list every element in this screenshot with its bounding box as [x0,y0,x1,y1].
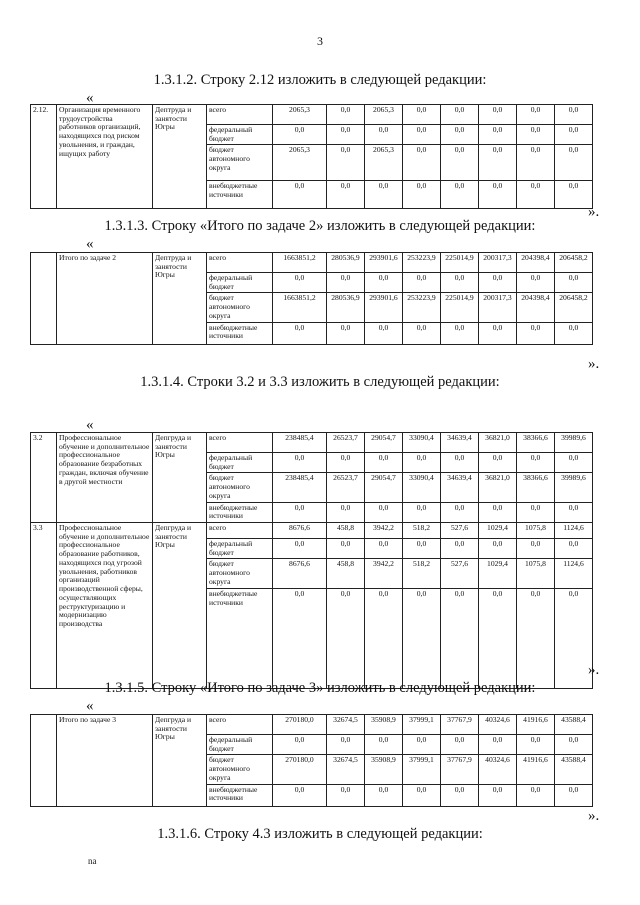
table-row [31,523,593,539]
section-heading-3-2-3-3: 1.3.1.4. Строки 3.2 и 3.3 изложить в следующей редакции: [140,374,500,390]
open-quote: « [86,236,94,252]
amount-cell: 238485,4 [273,473,327,502]
amount-cell: 0,0 [555,453,593,473]
section-heading-4-3: 1.3.1.6. Строку 4.3 изложить в следующей редакции: [157,826,483,842]
funding-source: внебюджетные источники [207,784,273,806]
amount-cell: 0,0 [403,322,441,344]
amount-cell: 0,0 [327,181,365,209]
amount-cell: 0,0 [555,589,593,689]
amount-cell: 0,0 [273,502,327,522]
amount-cell: 34639,4 [441,433,479,453]
amount-cell: 0,0 [517,145,555,181]
amount-cell: 253223,9 [403,293,441,322]
amount-cell: 458,8 [327,523,365,539]
amount-cell: 32674,5 [327,715,365,735]
amount-cell: 0,0 [365,735,403,755]
amount-cell: 0,0 [365,273,403,293]
amount-cell: 0,0 [517,589,555,689]
activity-name: Итого по задаче 3 [57,715,153,807]
funding-source: всего [207,433,273,453]
activity-name: Профессиональное обучение и дополнительное профессиональное образование безработных граждан, включая обучение в другой местности [57,433,153,523]
amount-cell: 33090,4 [403,433,441,453]
amount-cell: 38366,6 [517,433,555,453]
amount-cell: 0,0 [479,125,517,145]
amount-cell: 29054,7 [365,433,403,453]
amount-cell: 0,0 [327,735,365,755]
amount-cell: 0,0 [441,539,479,559]
amount-cell: 0,0 [365,502,403,522]
page-number: 3 [317,34,323,48]
row-number [31,715,57,807]
funding-source: бюджет автономного округа [207,293,273,322]
amount-cell: 2065,3 [273,105,327,125]
amount-cell: 0,0 [479,453,517,473]
amount-cell: 0,0 [517,125,555,145]
activity-name: Итого по задаче 2 [57,253,153,345]
amount-cell: 206458,2 [555,293,593,322]
amount-cell: 200317,3 [479,253,517,273]
amount-cell: 0,0 [517,539,555,559]
amount-cell: 0,0 [555,502,593,522]
amount-cell: 0,0 [365,181,403,209]
table-total-task-2 [30,252,593,345]
amount-cell: 0,0 [403,539,441,559]
executor: Дептруда и занятости Югры [153,253,207,345]
funding-source: всего [207,105,273,125]
amount-cell: 0,0 [517,784,555,806]
amount-cell: 37767,9 [441,715,479,735]
amount-cell: 37999,1 [403,755,441,784]
amount-cell: 0,0 [327,273,365,293]
amount-cell: 0,0 [517,273,555,293]
amount-cell: 0,0 [403,145,441,181]
section-heading-total-task-2: 1.3.1.3. Строку «Итого по задаче 2» изложить в следующей редакции: [104,218,536,234]
amount-cell: 0,0 [441,784,479,806]
amount-cell: 0,0 [441,589,479,689]
amount-cell: 0,0 [273,453,327,473]
funding-source: всего [207,715,273,735]
amount-cell: 1124,6 [555,523,593,539]
amount-cell: 0,0 [517,502,555,522]
amount-cell: 40324,6 [479,755,517,784]
amount-cell: 0,0 [327,589,365,689]
amount-cell: 39989,6 [555,433,593,453]
close-quote: ». [588,204,600,220]
amount-cell: 0,0 [273,589,327,689]
amount-cell: 0,0 [555,784,593,806]
funding-source: бюджет автономного округа [207,559,273,589]
amount-cell: 0,0 [365,784,403,806]
amount-cell: 0,0 [555,181,593,209]
amount-cell: 0,0 [479,105,517,125]
amount-cell: 1663851,2 [273,253,327,273]
amount-cell: 0,0 [403,105,441,125]
amount-cell: 0,0 [479,735,517,755]
funding-source: внебюджетные источники [207,502,273,522]
amount-cell: 204398,4 [517,253,555,273]
amount-cell: 0,0 [441,105,479,125]
row-number [31,253,57,345]
amount-cell: 26523,7 [327,473,365,502]
amount-cell: 0,0 [441,322,479,344]
amount-cell: 0,0 [441,453,479,473]
amount-cell: 0,0 [403,453,441,473]
amount-cell: 0,0 [441,735,479,755]
amount-cell: 0,0 [273,735,327,755]
amount-cell: 0,0 [555,735,593,755]
amount-cell: 0,0 [517,105,555,125]
amount-cell: 41916,6 [517,755,555,784]
table-row-2-12 [30,104,593,209]
section-heading-total-task-3: 1.3.1.5. Строку «Итого по задаче 3» изложить в следующей редакции: [104,680,536,696]
amount-cell: 0,0 [403,735,441,755]
amount-cell: 35908,9 [365,755,403,784]
amount-cell: 0,0 [517,322,555,344]
amount-cell: 0,0 [479,539,517,559]
amount-cell: 200317,3 [479,293,517,322]
funding-source: всего [207,523,273,539]
amount-cell: 0,0 [517,181,555,209]
amount-cell: 2065,3 [365,105,403,125]
amount-cell: 0,0 [479,784,517,806]
amount-cell: 0,0 [441,181,479,209]
table-total-task-3 [30,714,593,807]
amount-cell: 225014,9 [441,293,479,322]
amount-cell: 0,0 [327,539,365,559]
amount-cell: 0,0 [273,539,327,559]
footer-mark: nа [88,856,97,866]
amount-cell: 518,2 [403,523,441,539]
amount-cell: 0,0 [517,735,555,755]
amount-cell: 0,0 [273,273,327,293]
amount-cell: 527,6 [441,523,479,539]
amount-cell: 0,0 [403,125,441,145]
amount-cell: 238485,4 [273,433,327,453]
amount-cell: 0,0 [273,322,327,344]
amount-cell: 0,0 [327,784,365,806]
amount-cell: 0,0 [441,273,479,293]
amount-cell: 518,2 [403,559,441,589]
amount-cell: 0,0 [365,125,403,145]
amount-cell: 43588,4 [555,715,593,735]
amount-cell: 0,0 [327,453,365,473]
amount-cell: 41916,6 [517,715,555,735]
amount-cell: 0,0 [555,105,593,125]
amount-cell: 206458,2 [555,253,593,273]
amount-cell: 36821,0 [479,433,517,453]
close-quote: ». [588,662,600,678]
amount-cell: 0,0 [403,784,441,806]
amount-cell: 0,0 [327,125,365,145]
amount-cell: 280536,9 [327,293,365,322]
funding-source: бюджет автономного округа [207,755,273,784]
amount-cell: 2065,3 [273,145,327,181]
amount-cell: 280536,9 [327,253,365,273]
funding-source: федеральный бюджет [207,273,273,293]
amount-cell: 293901,6 [365,253,403,273]
amount-cell: 36821,0 [479,473,517,502]
table-row [31,715,593,735]
amount-cell: 0,0 [365,322,403,344]
amount-cell: 8676,6 [273,559,327,589]
amount-cell: 0,0 [441,145,479,181]
row-number: 2.12. [31,105,57,209]
amount-cell: 1029,4 [479,523,517,539]
amount-cell: 35908,9 [365,715,403,735]
amount-cell: 26523,7 [327,433,365,453]
amount-cell: 1075,8 [517,523,555,539]
amount-cell: 3942,2 [365,559,403,589]
executor: Дептруда и занятости Югры [153,105,207,209]
funding-source: федеральный бюджет [207,125,273,145]
amount-cell: 0,0 [273,181,327,209]
amount-cell: 293901,6 [365,293,403,322]
table-rows-3-2-3-3 [30,432,593,689]
amount-cell: 2065,3 [365,145,403,181]
amount-cell: 0,0 [479,589,517,689]
amount-cell: 0,0 [327,502,365,522]
row-number: 3.2 [31,433,57,523]
amount-cell: 0,0 [327,322,365,344]
activity-name: Профессиональное обучение и дополнительное профессиональное образование работников, находящихся под угрозой увольнения, работников организаций производственной сферы, осуществляющих реструктуризацию и модернизацию производства [57,523,153,689]
amount-cell: 1124,6 [555,559,593,589]
amount-cell: 43588,4 [555,755,593,784]
amount-cell: 1075,8 [517,559,555,589]
amount-cell: 0,0 [273,784,327,806]
funding-source: внебюджетные источники [207,322,273,344]
amount-cell: 40324,6 [479,715,517,735]
amount-cell: 225014,9 [441,253,479,273]
funding-source: бюджет автономного округа [207,145,273,181]
amount-cell: 527,6 [441,559,479,589]
amount-cell: 0,0 [327,145,365,181]
amount-cell: 0,0 [403,273,441,293]
amount-cell: 0,0 [365,453,403,473]
funding-source: всего [207,253,273,273]
amount-cell: 0,0 [365,589,403,689]
funding-source: внебюджетные источники [207,589,273,689]
amount-cell: 270180,0 [273,755,327,784]
table-row [31,105,593,125]
amount-cell: 32674,5 [327,755,365,784]
amount-cell: 8676,6 [273,523,327,539]
amount-cell: 0,0 [441,502,479,522]
funding-source: федеральный бюджет [207,735,273,755]
amount-cell: 33090,4 [403,473,441,502]
amount-cell: 38366,6 [517,473,555,502]
amount-cell: 0,0 [479,145,517,181]
amount-cell: 458,8 [327,559,365,589]
open-quote: « [86,90,94,106]
amount-cell: 0,0 [479,273,517,293]
close-quote: ». [588,808,600,824]
amount-cell: 37999,1 [403,715,441,735]
amount-cell: 0,0 [441,125,479,145]
amount-cell: 39989,6 [555,473,593,502]
open-quote: « [86,698,94,714]
amount-cell: 34639,4 [441,473,479,502]
amount-cell: 0,0 [555,125,593,145]
amount-cell: 0,0 [403,589,441,689]
executor: Депгруда и занятости Югры [153,523,207,689]
amount-cell: 0,0 [555,273,593,293]
amount-cell: 29054,7 [365,473,403,502]
amount-cell: 0,0 [479,502,517,522]
amount-cell: 0,0 [517,453,555,473]
amount-cell: 0,0 [403,181,441,209]
table-row [31,253,593,273]
amount-cell: 1663851,2 [273,293,327,322]
amount-cell: 3942,2 [365,523,403,539]
close-quote: ». [588,356,600,372]
amount-cell: 204398,4 [517,293,555,322]
amount-cell: 0,0 [273,125,327,145]
amount-cell: 0,0 [365,539,403,559]
amount-cell: 0,0 [327,105,365,125]
amount-cell: 0,0 [479,181,517,209]
funding-source: федеральный бюджет [207,539,273,559]
amount-cell: 0,0 [403,502,441,522]
executor: Депгруда и занятости Югры [153,433,207,523]
row-number: 3.3 [31,523,57,689]
amount-cell: 0,0 [555,145,593,181]
table-row [31,433,593,453]
amount-cell: 0,0 [479,322,517,344]
activity-name: Организация временного трудоустройства работников организаций, находящихся под риском увольнения, и граждан, ищущих работу [57,105,153,209]
amount-cell: 37767,9 [441,755,479,784]
open-quote: « [86,417,94,433]
amount-cell: 253223,9 [403,253,441,273]
amount-cell: 0,0 [555,539,593,559]
funding-source: бюджет автономного округа [207,473,273,502]
amount-cell: 270180,0 [273,715,327,735]
funding-source: внебюджетные источники [207,181,273,209]
amount-cell: 1029,4 [479,559,517,589]
executor: Депгруда и занятости Югры [153,715,207,807]
funding-source: федеральный бюджет [207,453,273,473]
amount-cell: 0,0 [555,322,593,344]
section-heading-2-12: 1.3.1.2. Строку 2.12 изложить в следующей редакции: [153,72,487,88]
